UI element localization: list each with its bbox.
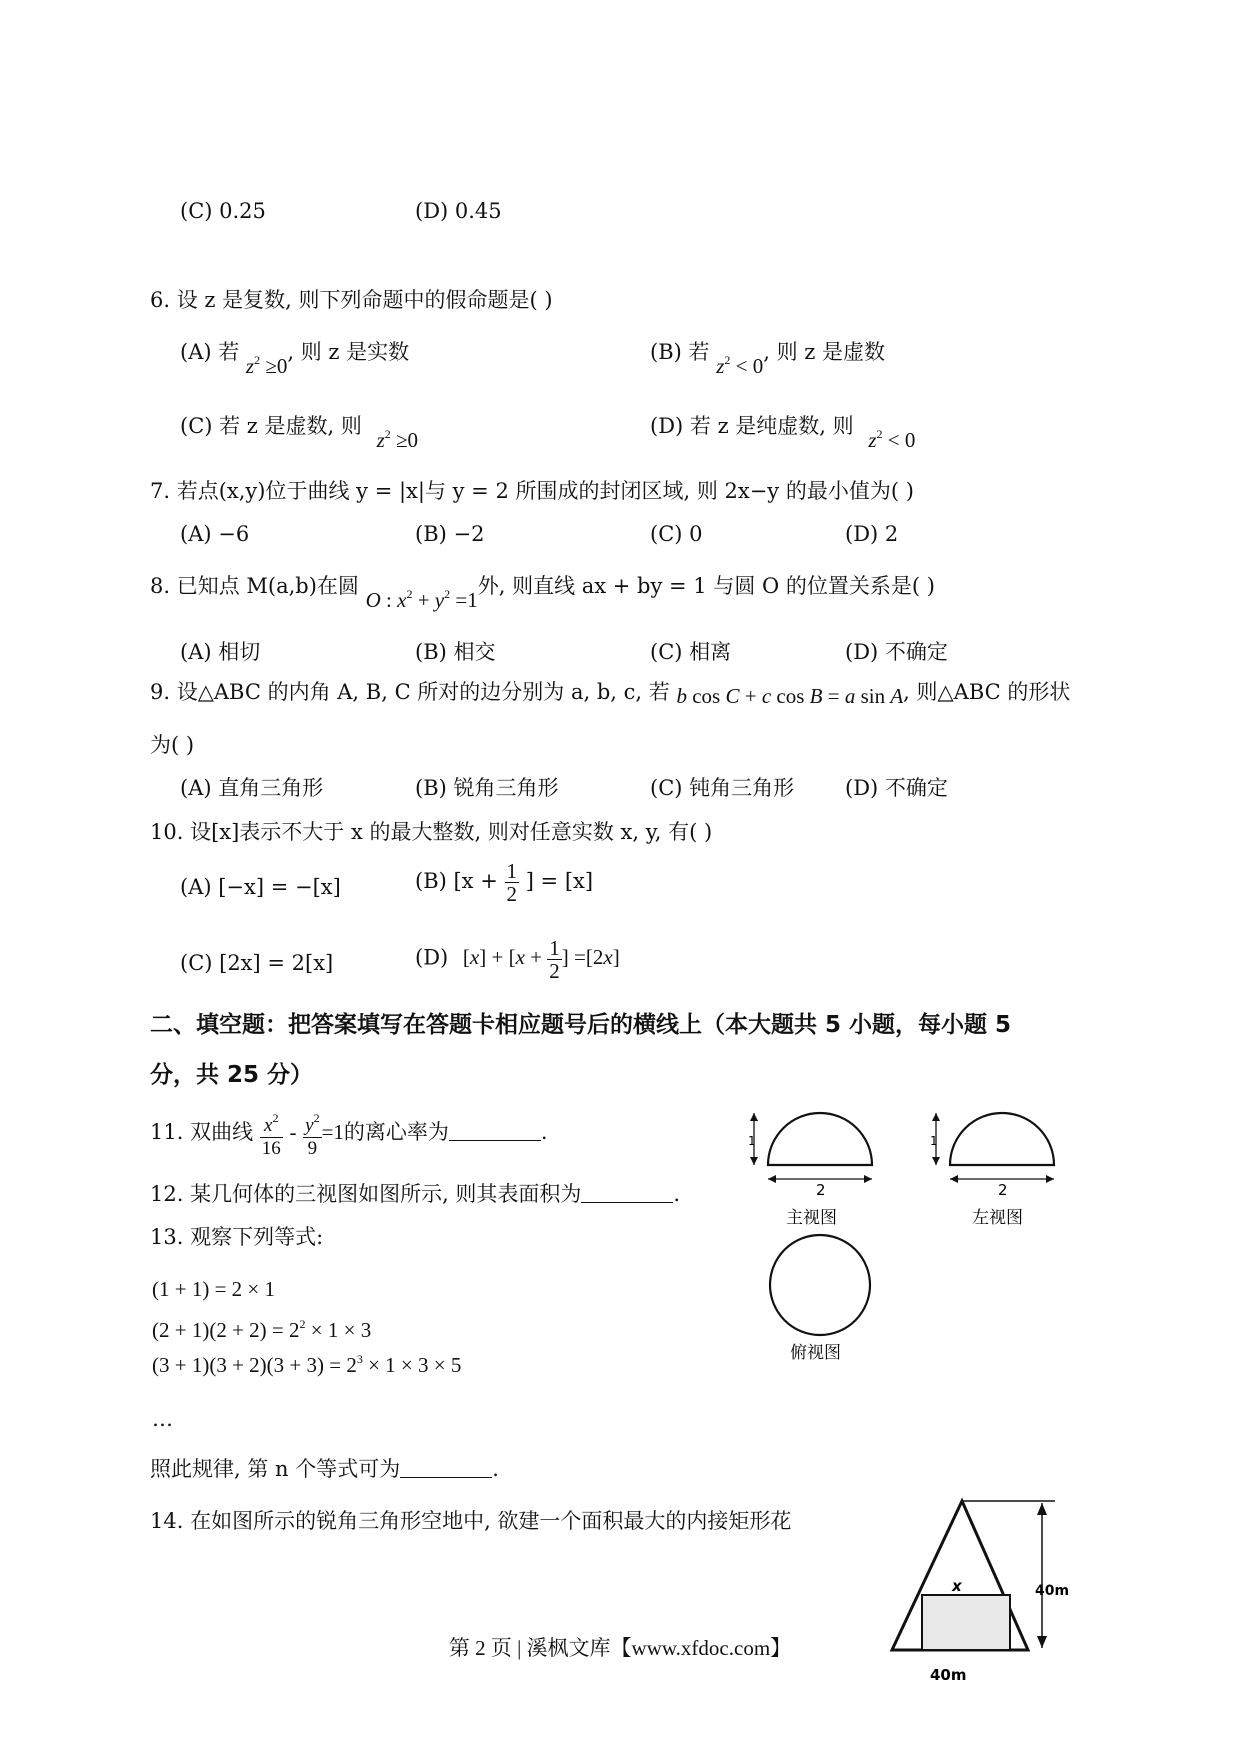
svg-text:1: 1 bbox=[748, 1134, 756, 1148]
q6-option-c: (C) 若 z 是虚数, 则 $z^2 \ge 0$ bbox=[180, 414, 419, 452]
section-2-title: 二、填空题：把答案填写在答题卡相应题号后的横线上（本大题共 5 小题，每小题 5 bbox=[150, 1012, 1012, 1038]
q6-d-formula: $z^2 < 0$ bbox=[868, 427, 916, 452]
q9-option-b: (B) 锐角三角形 bbox=[415, 776, 559, 800]
q10-option-a: (A) [−x] = −[x] bbox=[180, 875, 341, 899]
q9-formula: b cos C + c cos B = a sin A bbox=[676, 684, 904, 708]
svg-text:1: 1 bbox=[930, 1134, 938, 1148]
q7-stem: 7. 若点(x,y)位于曲线 y = |x|与 y = 2 所围成的封闭区域, 则 2x−y 的最小值为( ) bbox=[150, 479, 914, 503]
q10-b-fraction: $\frac{1}{2}$ bbox=[506, 859, 517, 906]
q9-stem: 9. 设△ABC 的内角 A, B, C 所对的边分别为 a, b, c, 若 b cos C + c cos B = a sin A, 则△ABC 的形状 bbox=[150, 680, 1071, 708]
side-view bbox=[930, 1113, 1054, 1228]
q9-option-d: (D) 不确定 bbox=[845, 776, 948, 800]
q11-answer-blank bbox=[449, 1122, 541, 1141]
section-2-title-cont: 分，共 25 分） bbox=[150, 1062, 314, 1088]
q9-option-a: (A) 直角三角形 bbox=[180, 776, 324, 800]
q13-equation-2: $(2 + 1)(2 + 2) = 2^2 \times 1 \times 3$ bbox=[152, 1317, 372, 1342]
q6-stem: 6. 设 z 是复数, 则下列命题中的假命题是( ) bbox=[150, 288, 553, 312]
q7-option-a: (A) −6 bbox=[180, 522, 250, 546]
three-views-figure bbox=[740, 1095, 1080, 1365]
q5-option-d: (D) 0.45 bbox=[415, 199, 502, 223]
front-view-label: 主视图 bbox=[786, 1208, 837, 1228]
q6-c-formula: $z^2 \ge 0$ bbox=[376, 427, 419, 452]
q8-option-a: (A) 相切 bbox=[180, 640, 261, 664]
rect-width-label: x bbox=[952, 1577, 962, 1595]
q13-ellipsis: … bbox=[152, 1407, 173, 1431]
q11-fraction-y: $\frac{y^2}{9}$ bbox=[303, 1107, 321, 1160]
q13-rule: 照此规律, 第 n 个等式可为 . bbox=[150, 1457, 499, 1481]
q7-option-d: (D) 2 bbox=[845, 522, 899, 546]
q13-answer-blank bbox=[400, 1459, 492, 1478]
q6-option-a: (A) 若 $z^2 \ge 0$, 则 z 是实数 bbox=[180, 340, 410, 378]
side-view-label: 左视图 bbox=[972, 1208, 1023, 1228]
q8-option-b: (B) 相交 bbox=[415, 640, 496, 664]
page-footer: 第 2 页 | 溪枫文库【www.xfdoc.com】 bbox=[448, 1636, 792, 1660]
triangle-base-label: 40m bbox=[930, 1666, 967, 1684]
q6-b-formula: $z^2 < 0$ bbox=[716, 353, 764, 378]
q6-a-formula: $z^2 \ge 0$ bbox=[245, 353, 288, 378]
q5-option-c: (C) 0.25 bbox=[180, 199, 266, 223]
q8-option-c: (C) 相离 bbox=[650, 640, 732, 664]
q8-stem: 8. 已知点 M(a,b)在圆 O : $x^2 + y^2 =1$外, 则直线 ax + by = 1 与圆 O 的位置关系是( ) bbox=[150, 574, 935, 612]
q10-option-d: (D) [x] + [x + $\frac{1}{2}$ ] =[2x] bbox=[415, 936, 620, 983]
front-view bbox=[748, 1113, 872, 1228]
q8-circle-formula: O : $x^2 + y^2 =1$ bbox=[365, 587, 478, 612]
q13-equation-3: $(3 + 1)(3 + 2)(3 + 3) = 2^3 \times 1 \times 3 \times 5$ bbox=[152, 1352, 462, 1377]
q12-answer-blank bbox=[581, 1184, 673, 1203]
top-view-label: 俯视图 bbox=[790, 1343, 841, 1363]
q13-equation-1: (1 + 1) = 2 × 1 bbox=[152, 1277, 276, 1301]
q7-option-b: (B) −2 bbox=[415, 522, 485, 546]
q11-fraction-x: $\frac{x^2}{16}$ bbox=[260, 1107, 283, 1160]
q7-option-c: (C) 0 bbox=[650, 522, 703, 546]
q9-option-c: (C) 钝角三角形 bbox=[650, 776, 795, 800]
q10-option-c: (C) [2x] = 2[x] bbox=[180, 951, 334, 975]
q9-stem-cont: 为( ) bbox=[150, 733, 195, 757]
q6-option-b: (B) 若 $z^2 < 0$, 则 z 是虚数 bbox=[650, 340, 885, 378]
q13-stem: 13. 观察下列等式: bbox=[150, 1225, 324, 1249]
q12: 12. 某几何体的三视图如图所示, 则其表面积为 . bbox=[150, 1182, 681, 1206]
q11: 11. 双曲线 $\frac{x^2}{16}$ - $\frac{y^2}{9}$ =1的离心率为 . bbox=[150, 1107, 548, 1160]
q10-d-formula: [x] + [x + $\frac{1}{2}$ ] =[2x] bbox=[462, 936, 620, 983]
q6-option-d: (D) 若 z 是纯虚数, 则 $z^2 < 0$ bbox=[650, 414, 916, 452]
q8-option-d: (D) 不确定 bbox=[845, 640, 948, 664]
side-view-dim: 2 bbox=[998, 1181, 1008, 1199]
q14-stem: 14. 在如图所示的锐角三角形空地中, 欲建一个面积最大的内接矩形花 bbox=[150, 1509, 792, 1533]
front-view-dim: 2 bbox=[816, 1181, 826, 1199]
q10-option-b: (B) [x + $\frac{1}{2}$ ] = [x] bbox=[415, 859, 594, 906]
triangle-height-label: 40m bbox=[1035, 1583, 1070, 1599]
q10-stem: 10. 设[x]表示不大于 x 的最大整数, 则对任意实数 x, y, 有( ) bbox=[150, 820, 713, 844]
top-view bbox=[770, 1235, 870, 1363]
